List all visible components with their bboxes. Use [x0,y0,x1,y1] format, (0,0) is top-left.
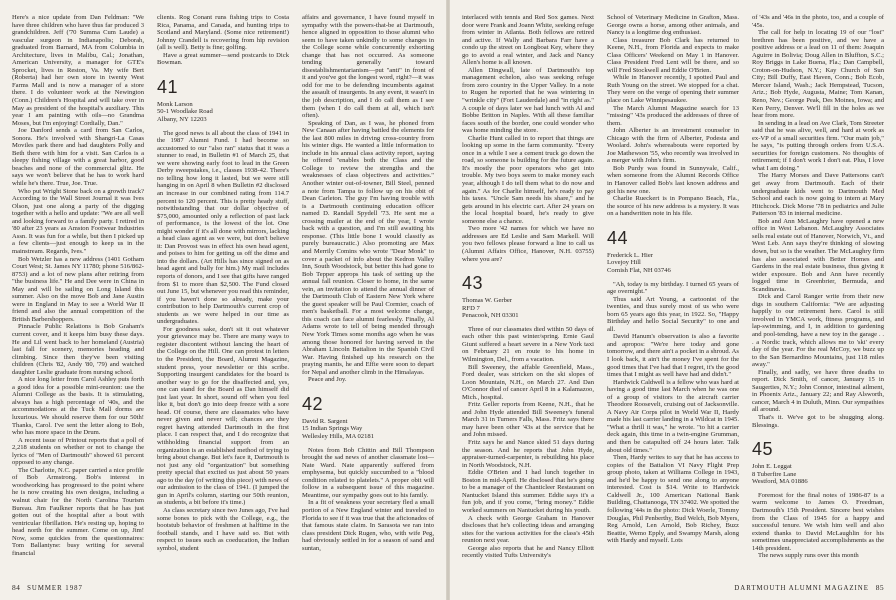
address-line: RFD 7 [462,304,480,312]
address-line: 15 Indian Springs Way [302,425,363,433]
right-page [450,0,896,600]
left-page [0,0,446,600]
paragraph: clients. Rog Conant runs fishing trips to Costa Rica, Panama, and Canada, and hunting trips to Scotland and Maryland. (Some nice retirement!) Johnny Crandell is recovering from hip revision (all is well). Betty is fine; golfing. [157,14,289,52]
class-secretary-address [607,252,739,275]
paragraph: In a fit of weakness your secretary fled a small portion of a New England winter and traveled to Florida to see if it was true that the aficionados of that famous state claim. In Sarasota we ran into class president Dick Rugen, who, with wife Peg, had obviously settled in for a season of sand and suntan, [302,499,434,552]
class-year-heading: 43 [462,273,484,294]
address-line: 8 Tuberfire Lane [752,470,797,478]
paragraph: Bill Sweeney, the affable Greenfield, Mass., Ford dealer, was stricken on the ski slopes of Loon Mountain, N.H., on March 27. And Dan O'Connor died of cancer April 8 in a Kalamazoo, Mich., hospital. [462,363,594,401]
paragraph: While in Hanover recently, I spotted Paul and Ruth Young on the street. We stopped for a chat. They were on the verge of opening their summer place on Lake Winnipesaukee. [607,74,739,105]
paragraph: Foremost for the final notes of 1986-87 is a warm welcome to James O. Freedman, Dartmouth's 15th President. Sincere best wishes from the Class of 1945 for a happy and successful tenure. We wish him well and also extend thanks to David McLaughlin for his sometimes unappreciated accomplishments as the 14th president. [752,491,884,552]
paragraph: The good news is all about the class of 1941 in the 1987 Alumni Fund. I had become so accustomed to our "also ran" status that it was a stunner to read, in Bulletin #1 of March 25, that we were showing early foot to lead in the Green Derby sweepstakes, i.e., classes 1938-42. There's no telling how long it lasted, but we were still hanging in on April 8 when Bulletin #2 disclosed an increase in our combined rating from 114.7 percent to 120 percent. This is pretty heady stuff, notwithstanding that our dollar objective of $75,000, amounted only a reflection of past lack of performance, is the lowest of the lot. One might wonder if it's all done with mirrors, lacking a head class agent as we were, but don't believe it: Dan Provost was in effect his own head agent, and poises to him for getting us off the dime and into the dollars. (Art Hills has since signed on as head agent and bully for him.) My mail includes reports of donors, and I see that gifts have ranged from $1 to more than $2,500. The Fund closed out June 15, but whenever you read this reminder, if you haven't done so already, make your contribution to help Dartmouth's current crop of students as we were helped in our time as undergraduates. [157,129,289,326]
class-secretary-address [157,101,289,124]
paragraph: Class treasurer Bob Clark has returned to Keene, N.H., from Florida and expects to make Class Officers' Weekend on May 1 in Hanover. Class President Fred Lent will be there, and so will Fred Stockwell and Eddie O'Brien. [607,36,739,74]
address-line: Thomas W. Gerber [462,297,512,305]
paragraph: A nice long letter from Carol Ashley puts forth a good idea for a possible mini-reunion: use the Alumni College as the basis. It is stimulating, always has a high percentage of '40s, and the accommodations at the Tuck Mall dorms are luxurious. We should reserve them for our 50th! Thanks, Carol. I've sent the letter along to Bob, who has more space in the Drum. [12,376,144,437]
paragraph: Bob and Ann McLaughry have opened a new office in West Lebanon. McLaughry Associates sells real estate out of Hanover, Norwich, Vt., and West Leb. Ann says they're thinking of slowing down, but so is the weather. The McLaughry firm has also associated with Better Homes and Gardens in the real estate business, thus giving it wider exposure. Bob and Ann have recently logged time in Greenbrier, Bermuda, and Scandinavia. [752,217,884,293]
magazine-title: DARTMOUTH ALUMNI MAGAZINE [734,585,869,592]
class-year-heading: 41 [157,76,179,97]
left-folio [12,583,83,592]
paragraph: Hardwick Caldwell is a fellow who was hard at having a good time last March when he was one of a group of visitors to the aircraft carrier Theodore Roosevelt, cruising out of Jacksonville. A Navy Air Corps pilot in World War II, Hardy made his last carrier landing in a Wildcat in 1945. "What a thrill it was," he wrote. "to hit a carrier deck again, this time in a twin-engine Grumman, and then be catapulted off 24 hours later. Talk about old times." [607,378,739,454]
address-line: Westford, MA 01886 [752,478,808,486]
class-secretary-address [302,418,434,441]
address-line: John E. Leggat [752,463,792,471]
class-secretary-address [752,463,884,486]
paragraph: Allen Dingwall, late of Dartmouth's top management echelon, also was seeking refuge from zero country in the Upper Valley. In a note to Rugen he reported that he was wintering in "wrinkle city" (Fort Lauderdale) and "in right as." A couple of days later we had lunch with Al and Bobbe Britton in Naples. With all these familiar faces south of the border, one could wonder who was home minding the store. [462,66,594,135]
paragraph: That's it. We've got to be shugging along. Blessings. [752,413,884,429]
address-line: Penacook, NH 03301 [462,312,519,320]
address-line: Frederick L. Hier [607,251,653,259]
address-line: Wellesley Hills, MA 02181 [302,432,374,440]
paragraph: Thus said Art Young, a cartoonist of the twenties, and thus surely most of us who were born 65 years ago this year, in 1922. So, "Happy Birthday and hello Social Security" to one and all. [607,295,739,333]
paragraph: Peace and Joy. [308,376,347,384]
address-line: Monk Larson [157,100,193,108]
address-line: Lovejoy Hill [607,259,641,267]
paragraph: Charlie Rueckert is in Pompano Beach, Fla., the source of his new address is a mystery. It was on a handwritten note in his file. [607,195,739,218]
paragraph: Eddie O'Brien and I had lunch together in Boston in mid-April. He disclosed that he's going to be a manager of the Chanticleer Restaurant on Nantucket Island this summer. Eddie says it's a fun job, and if you come, "bring money." Eddie worked summers on Nantucket during his youth. [462,469,594,514]
paragraph: Charlie Hunt called in to report that things are looking up some in the farm community. "Every once in a while I see a cement truck go down the road, so someone is building for the future again. It's mostly the poor operators who get into trouble. My two boys seem to make money each year, although I do tell them what to do now and again." As for Charlie himself, he's ready to pay his taxes. "Uncle Sam needs his share," and he gets around in his electric cart. After 24 years on the local hospital board, he's ready to give someone else a chance. [462,134,594,225]
paragraph: A recent issue of Printout reports that a poll of 2,218 students on whether or not to change the lyrics of "Men of Dartmouth" showed 61 percent opposed to any change. [12,436,144,467]
paragraph: Bob Wetzler has a new address (1401 Gotham Court West; St. James NY 11780; phone 516/862-8753) and a lot of new plans after retiring from "the business life." He and Dee were in China in May and will be sailing on Long Island this summer. Also on the move Bob and Jane Austin were in England in May to see a World War II friend and also the annual competition of the British Barbershoppers. [12,255,144,323]
page-number: 85 [875,583,884,592]
paragraph: For goodness sake, don't sit it out whatever your grievance may be. There are many ways to register discontent without lancing the heart of the College on the Hill. One can protest in letters to the President, the Board, Alumni Magazine, student press, your newsletter or this scribe. Supporting insurgent candidates for the board is another way to go for the disaffected and, yes, one can stand for the Board as Dan himself did just last year. In short, sound off when you feel like it, but don't go into deep freeze with a sore head. Of course, there are classmates who have never given and never will; chances are they regret having attended Dartmouth in the first place. I can respect that, and I do recognize that withholding financial support from an organization is an established method of trying to bring about change. But let's face it, Dartmouth is not just any old "organization" but something pretty special that excited us just about 50 years ago to the day (of writing this piece) with news of our admission to the class of 1941. (I jumped the gun in April's column, starting our 50th reunion, as students, a bit before it's time.) [157,325,289,507]
paragraph: John Alberter is an investment counselor in Chicago with the firm of Alberter, Podesta and Woolard. John's whereabouts were reported by Joe Mathewson '55, who recently was involved in a merger with John's firm. [607,127,739,165]
address-line: Albany, NY 12203 [157,116,207,124]
paragraph: In sending in a lead on Ave Clark, Tom Streeter said that he was alive, well, and hard at work as ex-VP of a small securities firm. "Our main job," he says, "is putting through orders from U.S.A. securities for foreign customers. No thoughts of retirement; if I don't work I don't eat. Plus, I love what I am doing." [752,119,884,172]
paragraph: The March Alumni Magazine search for 13 "missing" '43s produced the addresses of three of them. [607,104,739,127]
paragraph: Speaking of Dan, as I was, he phoned from New Canaan after having battled the elements for the last 800 miles in driving cross-country from his winter digs. He wanted a little information to include in his annual class activity report, saying he offered "enables both the Class and the College to review the strengths and the weaknesses of class objectives and activities." Another winter out-of-towner, Bill Steel, penned a note from Tampa to follow up on his obit of Dean Carleton. The guy I'm having trouble with is a Dartmouth continuing education officer named D. Randall Spydell '73. He sent me a crossing mailer at the end of the year, I wrote back with a question, and I'm still awaiting his response. (This little bone I would classify as purely bureaucratic.) Also promoting are Max and Merrily Comins who wrote "Dear Monk" to cover a packet of info about the Kedron Valley Inn, South Woodstock, but better this had gone to Bob Tepper approps his task of setting up the annual fall reunion. Closer to home, in the same vein, an invitation to attend the annual dinner of the Dartmouth Club of Eastern New York where the guest speaker will be Paul Cormier, coach of men's basketball. For a most welcome change, this coach can face alumni fearlessly. Finally, Al Adams wrote to tell of being mended through New York Times some months ago when he was among those honored for having served in the Abraham Lincoln Battalion in the Spanish Civil War. Having finished up his research on the praying mantis, he and Effie were soon to depart for Nepal and another climb in the Himalayas. [302,119,434,376]
paragraph: Two more '42 names for which we have no addresses are Ed Leslie and Sam Markell. Will you two fellows please forward a line to call us (Alumni Affairs Office, Hanover, N.H. 03755) where you are? [462,225,594,263]
left-column-2 [157,14,289,576]
address-line: Cornish Flat, NH 03746 [607,266,671,274]
paragraph: Joe Danford sends a card from San Carlos, Sonora. He's involved with Shangri-La Casas Moviles park there and had daughters Polly and Beth there with him for a visit. San Carlos is a sleepy fishing village with a great harbor, good beaches and none of the commercial glitz. He says we won't believe that he has to work hard while he's there. True, Joe. True. [12,127,144,188]
paragraph: The Harry Morses and Dave Pattersons can't get away from Dartmouth. Each of their undergraduate kids went to Dartmouth Med School and each is now going to intern at Mary Hitchcock. Dick Morse '78 in pediatrics and Julie Patterson '83 in internal medicine. [752,172,884,218]
paragraph: The Charlotte, N.C. paper carried a nice profile of Bob Armstrong. Bob's interest in woodworking has progressed to the point where he is now creating his own designs, including a walnut chair for the North Carolina Tourism Bureau. Jim Faulkner reports that he has just gotten out of the hospital after a bout with ventricular fibrillation. He's resting up, hoping to head north for the summer. Come on up, Jim! Now, some quickies from the questionnaires: Tom Ballantyne: busy writing for several financial [12,466,144,557]
address-line: 50-1 Woodlake Road [157,108,213,116]
paragraph: of '43s and '46s in the photo, too, and a couple of '45s. [752,14,884,29]
paragraph: School of Veterinary Medicine in Grafton, Mass. George owns a horse, among other animals, and Nancy is a longtime dog enthusiast. [607,14,739,37]
paragraph: As class secretary since two Junes ago, I've had some bones to pick with the College, e.g., the bootstub behavior of freshmen at halftime in the football stands, and I have said so. But with respect to issues such as coeducation, the Indian symbol, student [157,506,289,552]
paragraph: Finally, and sadly, we have three deaths to report. Dick Smith, of cancer, January 15 in Saugerties, N.Y.; John Connor, intestinal ailment, in Phoenix Ariz., January 22; and Ray Alsworth, cancer, March 4 in Duluth, Minn. Our sympathies all around. [752,368,884,414]
right-column-3 [752,14,884,576]
paragraph: Fritz says he and Nance skied 51 days during the season. And he reports that John Hyde, appraiser-turned-carpenter, is rebuilding his place in North Woodstock, N.H. [462,439,594,469]
class-year-heading: 42 [302,393,324,414]
class-year-heading: 45 [752,439,774,460]
paragraph: The news supply runs over this month [758,552,859,560]
address-line: David R. Sargent [302,417,348,425]
right-folio [734,583,884,592]
issue-label: SUMMER 1987 [27,585,83,592]
paragraph: Have a great summer—send postcards to Dick Bowman. [157,51,289,67]
paragraph: The call for help in locating 19 of our "lost" brethren has been positive, and we have a positive address or a lead on 11 of them: Joaquin Aguirre in Bolivia; Doug Allen in Bluffton, S.C.; Roy Briggs in Lake Buena, Fla.; Dan Campbell, Croton-on-Hudson, N.Y.; Kay Church of Sun City; Bill Duffy, East Haven, Conn.; Bob Ecob, Mercer Island, Wash.; Jack Hempstead, Tucson, Ariz.; Bob Hyde, Augusta, Maine; Tom Kanan, Reno, Nev.; George Peak, Des Moines, Iowa; and Ken Perry, Denver. We'll fill in the holes as we hear from more. [752,29,884,120]
paragraph: George also reports that he and Nancy Elliott recently visited Tufts University's [462,544,594,560]
page-number: 84 [12,583,21,592]
paragraph: David Hanum's observation is also a favorite and apropos: "We're here today and gone tomorrow, and there ain't a pocket in a shroud. As I look back, it ain't the money I've spent for the good times that I've had that I regret, it's the good times that I might as well have had and didn't." [607,333,739,379]
paragraph: A check with George Graham in Hanover discloses that he's collecting ideas and arranging sites for the various activities for the class's 45th reunion next year. [462,514,594,545]
paragraph: affairs and governance, I have found myself in sympathy with the powers-that-be at Dartmouth, hence aligned in opposition to those alumni who seem to have taken unkindly to some changes in the College scene while concurrently exhorting change that has not occurred. As someone tending generally toward disestablishmentarianism—put "anti" in front of it and you've got the longest word, right?—it was odd for me to be defending incumbents against the assault of insurgents. In any event, it wasn't in the job description, and I do call them as I see them (when I do call them at all, which isn't often). [302,14,434,120]
paragraph: Dick and Carol Ranger write from their new digs in southern California: "We are adjusting happily to our retirement here. Carol is still involved in YMCA work, fitness programs, and lap-swimming, and I, in addition to gardening and pool-tending, have a new toy in the garage . . . a Nordic track, which allows me to 'ski' every day of the year. For the real McCoy, we buzz up to the San Bernardino Mountains, just 118 miles away." [752,293,884,369]
paragraph: Notes from Bob Chittin and Bill Thompson brought the sad news of another classmate lost—Nate Ward. Nate apparently suffered from emphysema, but quickly succumbed to a "blood condition related to platelets." A proper obit will follow in a subsequent issue of this magazine. Meantime, our sympathy goes out to his family. [302,446,434,499]
right-column-2 [607,14,739,576]
paragraph: "Ah, today is my birthday. I turned 65 years of age overnight." [607,280,739,296]
left-column-1 [12,14,144,576]
paragraph: Three of our classmates died within 50 days of each other this past winter/spring. Ernie Gaul Giunt suffered a heart severe in a New York taxi on February 21 en route to his home in Wilmington, Del., from a vacation. [462,325,594,364]
paragraph: Who put Wright Stone back on a growth track? According to the Wall Street Journal it was Ives Olson, just one along a party of the digging together with a hello and update: "We are all well and looking forward to a family party. I retired in '80 after 23 years as Amston Footwear Industries Assn. It was fun for a while, but then I picked up a few clients—just enough to keep us in the mainstream. Regards, Ives." [12,187,144,255]
paragraph: Fritz Geller reports from Keene, N.H., that he and John Hyde attended Bill Sweeney's funeral March 31 in Turners Falls, Mass. Fritz says there may have been other '43s at the service that he and John missed. [462,401,594,439]
right-column-1 [462,14,594,576]
paragraph: Bob Purdy was found in Sunnyvale, Calif., when someone from the Alumni Records Office in Hanover called Bob's last known address and got his new one. [607,164,739,195]
paragraph: Then, Hardy writes to say that he has access to copies of the Battalion VI Navy Flight Prep group photo, taken at Williams College in 1943, and he'd be happy to send one along to anyone interested. Cost is $14. Write to Hardwick Caldwell Jr., 100 American National Bank Building, Chattanooga, TN 37402. We spotted the following '44s in the photo: Dick Woerle, Tommy Douglas, Phil Penberthy, Bud Welch, Bob Myers, Reg Arnold, Len Arnold, Bob Richey, Buzz Beattie, Wemo Epply, and Swampy Marsh, along with Hardy and myself. Lots [607,454,739,545]
paragraph: Here's a nice update from Dan Feldman: "We have three children who have thus far produced 3 grandchildren. Jeff ('70 Summa Cum Laude) a vascular surgeon in Indianapolis; Deborah, graduated from Barnard, MA from Columbia in Architecture, lives in Malibu, Cal.; Jonathan, American University, a manager for GTE's Sprocket, lives in Reston, Va. My wife Bert (Roberta) had her own store in twenty West Farms Mall and is now a manager of a store there. I do volunteer work at the Newington (Conn.) Children's Hospital and will take over in May as president of the hospital's auxiliary. This year I am painting with oils—no Grandma Moses, but I'm enjoying! Cordially, Dan." [12,14,144,127]
class-year-heading: 44 [607,227,629,248]
left-column-3 [302,14,434,576]
class-secretary-address [462,297,594,320]
paragraph: Pinnacle Public Relations is Bob Graham's current cover, and it keeps him busy these days. He and Lil went back to her homeland (Austria) last fall for scenery, memories heading and climbing. Since then they've been visiting children (Chris '82, Andy '80, '79) and watched daughter Leslie graduate from nursing school. [12,323,144,376]
paragraph: interlaced with tennis and Red Sox games. Next door were Frank and Joann White, seeking refuge from winter in Atlanta. Both fellows are retired and active. If Wally and Barbara Farr have a condo up the street on Longboat Key, where they go to avoid a real winter, and Jack and Nancy Allen's home is all known. [462,14,594,67]
